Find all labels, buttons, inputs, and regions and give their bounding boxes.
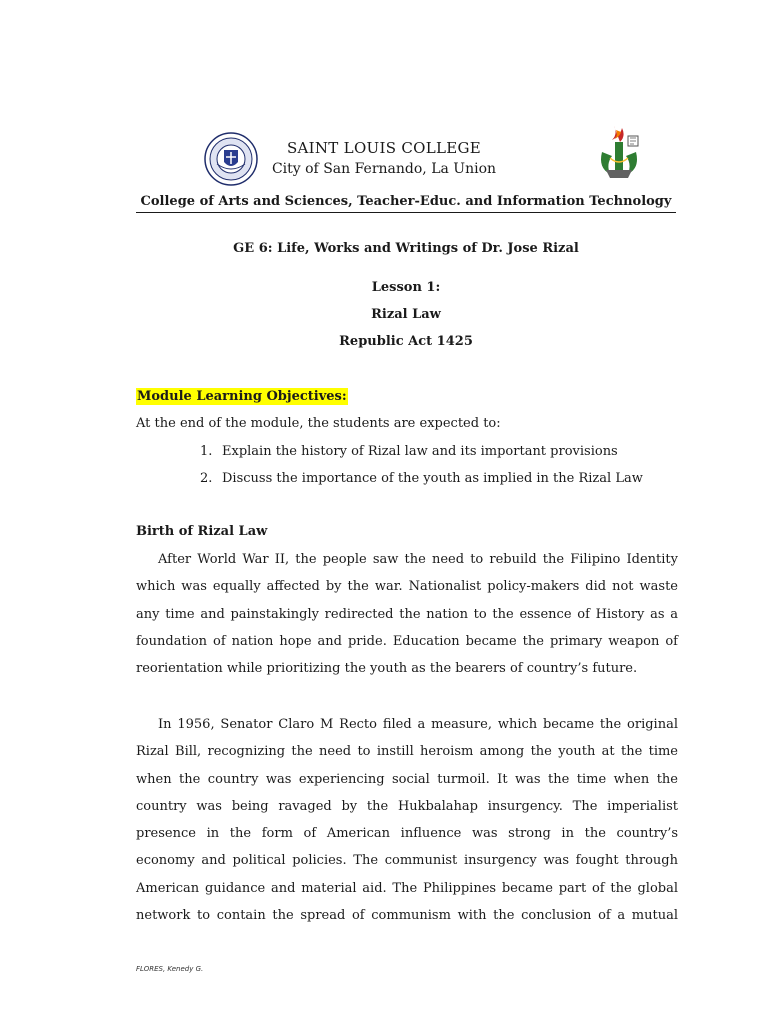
paragraph-birth-2 bbox=[136, 711, 678, 929]
paragraph-line: American guidance and material aid. The Philippines became part of the global bbox=[136, 880, 678, 896]
paragraph-birth-1 bbox=[136, 546, 678, 682]
paragraph-line: foundation of nation hope and pride. Education became the primary weapon of bbox=[136, 633, 678, 649]
objective-item bbox=[200, 471, 643, 486]
paragraph-line: presence in the form of American influence was strong in the country’s bbox=[136, 826, 678, 842]
objective-number: 2. bbox=[200, 471, 213, 486]
objective-text: Explain the history of Rizal law and its important provisions bbox=[222, 444, 618, 459]
objective-number: 1. bbox=[200, 444, 213, 459]
paragraph-line: which was equally affected by the war. Nationalist policy-makers did not waste bbox=[136, 579, 678, 595]
paragraph-line: when the country was experiencing social turmoil. It was the time when the bbox=[136, 771, 678, 787]
objective-text: Discuss the importance of the youth as implied in the Rizal Law bbox=[222, 471, 643, 486]
objectives-intro: At the end of the module, the students are expected to: bbox=[136, 416, 501, 431]
objectives-heading: Module Learning Objectives: bbox=[137, 389, 347, 404]
paragraph-line: country was being ravaged by the Hukbalahap insurgency. The imperialist bbox=[136, 798, 678, 814]
paragraph-line: any time and painstakingly redirected the nation to the essence of History as a bbox=[136, 606, 678, 622]
paragraph-line: reorientation while prioritizing the youth as the bearers of country’s future. bbox=[136, 661, 638, 677]
footer-author: FLORES, Kenedy G. bbox=[136, 965, 204, 973]
lesson-topic: Rizal Law bbox=[371, 307, 441, 322]
paragraph-line: network to contain the spread of communism with the conclusion of a mutual bbox=[136, 908, 678, 924]
paragraph-line: After World War II, the people saw the need to rebuild the Filipino Identity bbox=[158, 552, 678, 567]
college-location: City of San Fernando, La Union bbox=[271, 161, 497, 177]
objective-item bbox=[200, 444, 618, 459]
paragraph-line: In 1956, Senator Claro M Recto filed a measure, which became the original bbox=[158, 717, 678, 732]
lesson-number: Lesson 1: bbox=[371, 280, 441, 295]
section-heading: Birth of Rizal Law bbox=[136, 524, 268, 539]
republic-act: Republic Act 1425 bbox=[339, 334, 473, 349]
paragraph-line: Rizal Bill, recognizing the need to instill heroism among the youth at the time bbox=[136, 744, 678, 760]
course-title: GE 6: Life, Works and Writings of Dr. Jose Rizal bbox=[233, 241, 579, 256]
department-title: College of Arts and Sciences, Teacher-Educ. and Information Technology bbox=[136, 194, 676, 213]
college-name: SAINT LOUIS COLLEGE bbox=[286, 139, 482, 157]
paragraph-line: economy and political policies. The communist insurgency was fought through bbox=[136, 853, 678, 869]
